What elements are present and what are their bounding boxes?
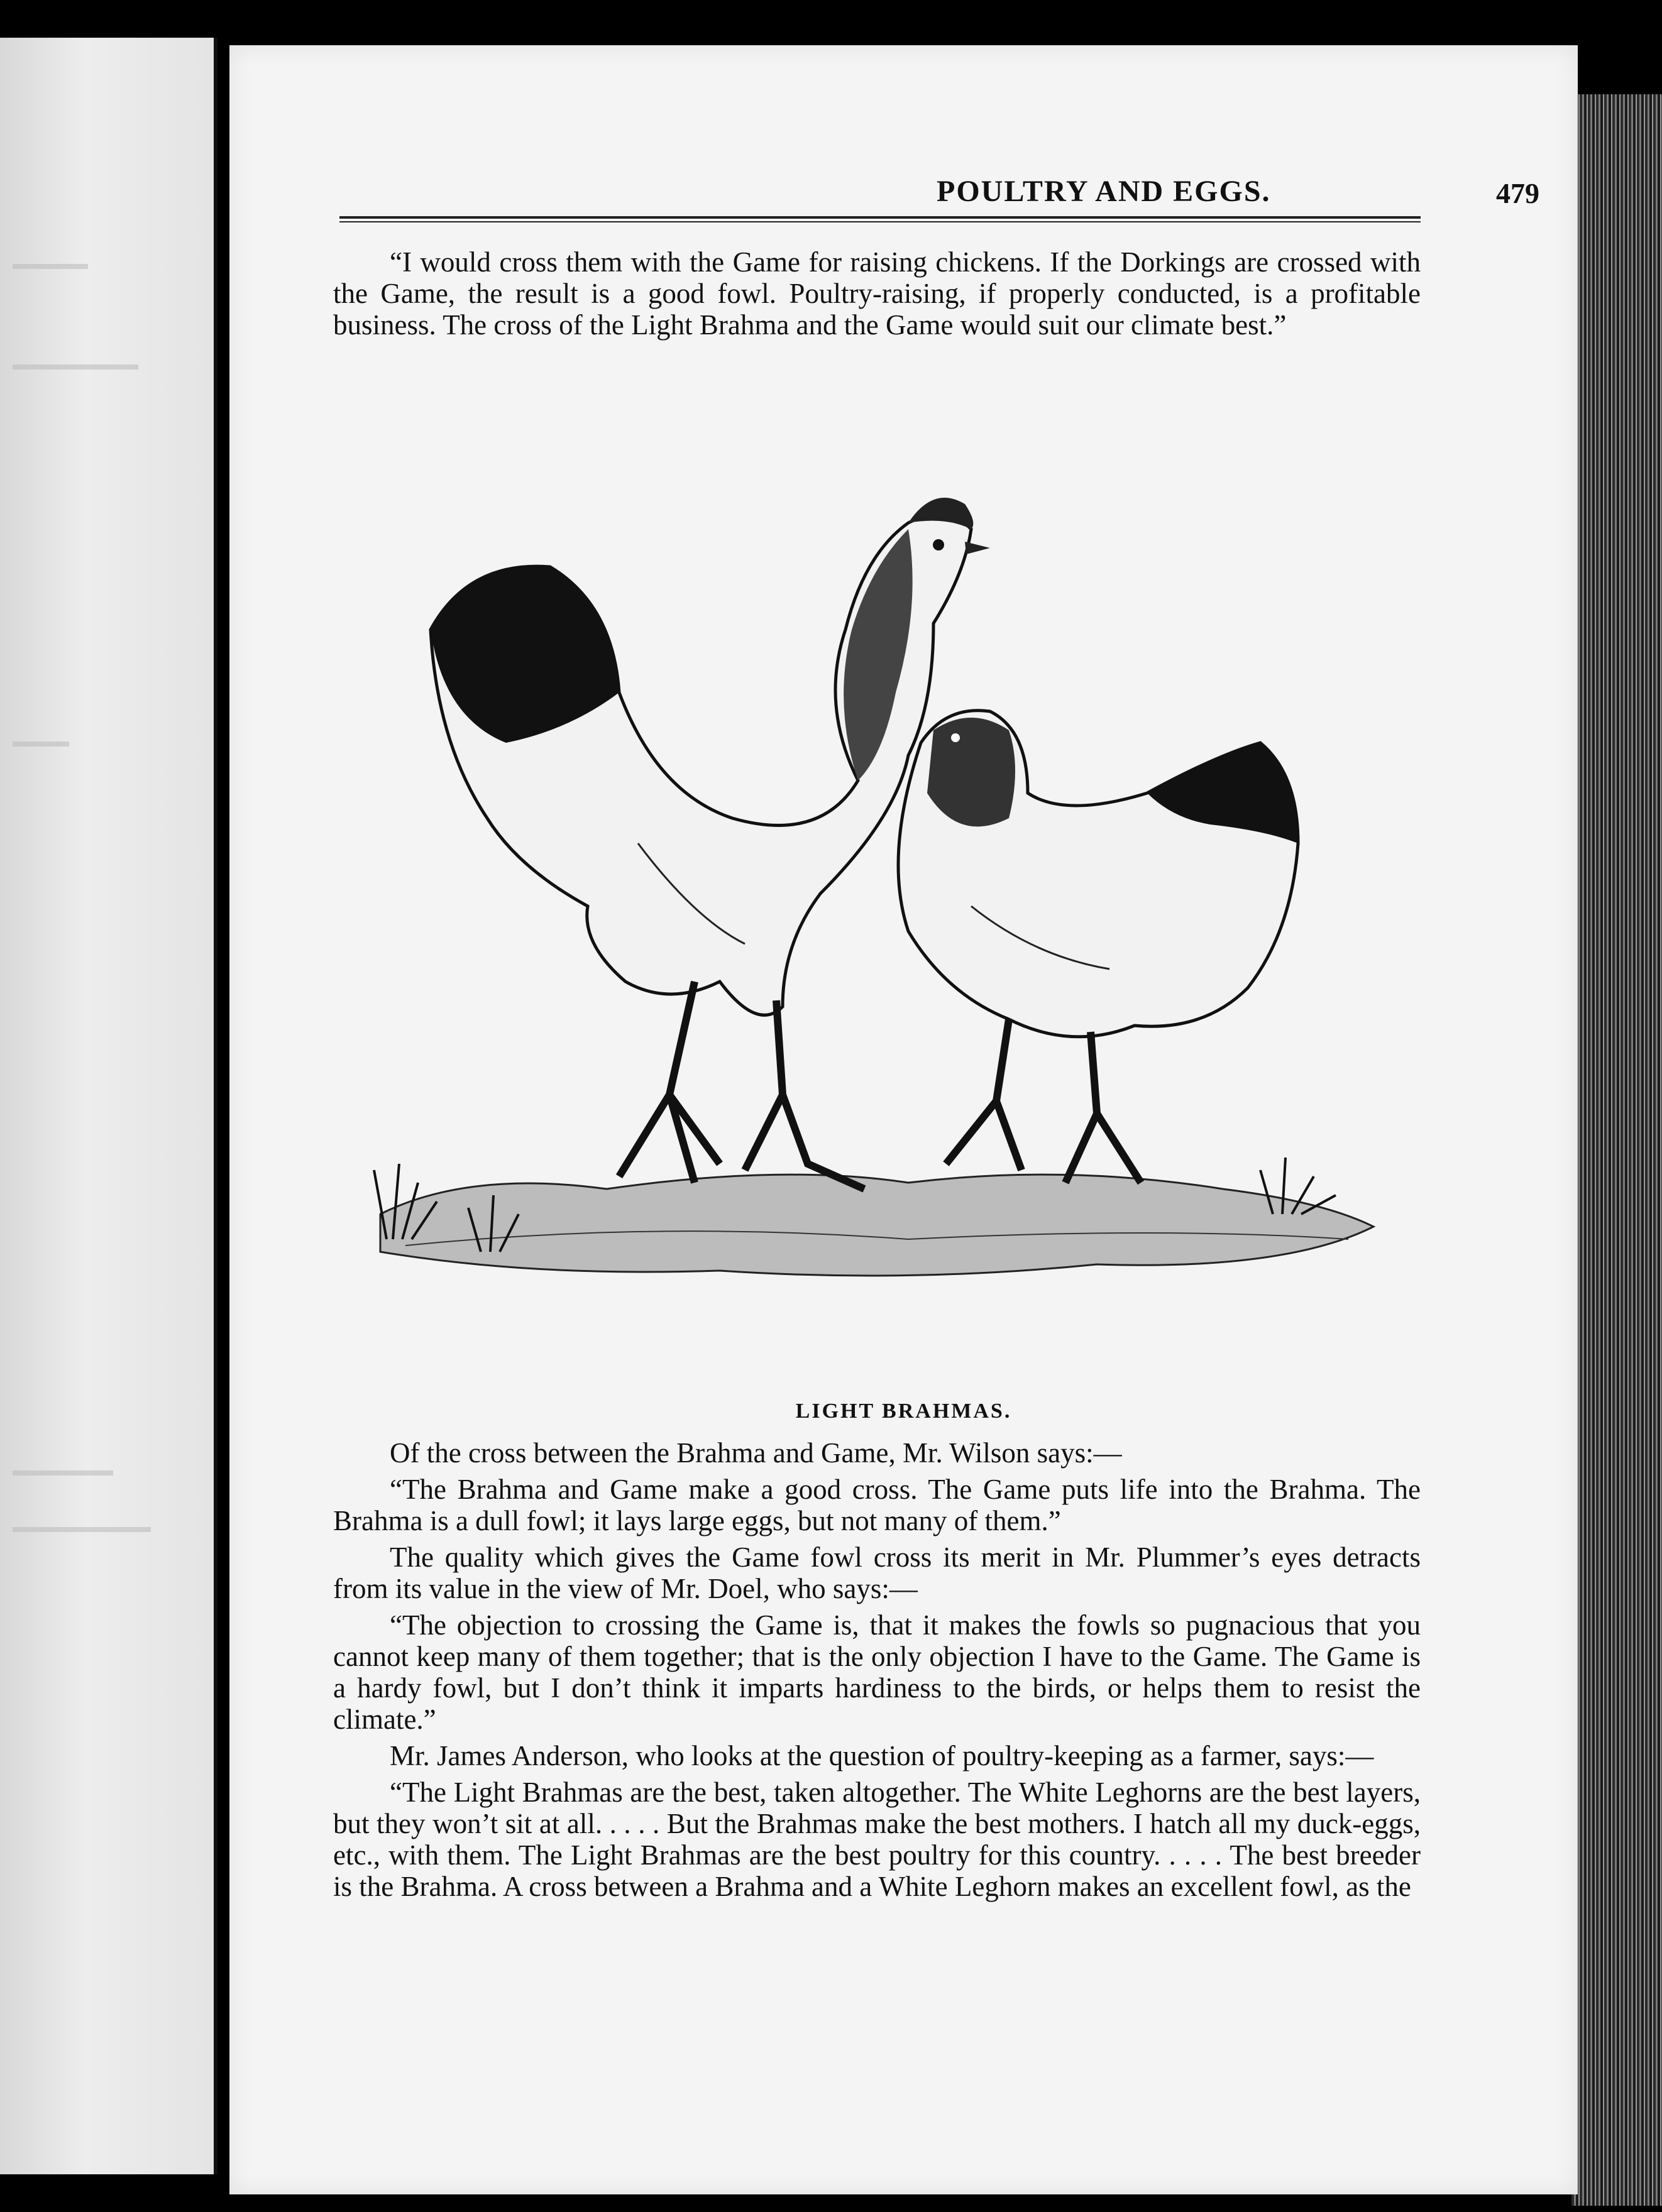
engraving-light-brahmas xyxy=(343,466,1411,1365)
book-page xyxy=(229,45,1578,2194)
paragraph: The quality which gives the Game fowl cross its merit in Mr. Plummer’s eyes detracts from its value in the view of Mr. Doel, who says:— xyxy=(333,1541,1421,1604)
page-number: 479 xyxy=(1496,177,1539,209)
figure-caption: LIGHT BRAHMAS. xyxy=(795,1399,1012,1423)
paragraph: Mr. James Anderson, who looks at the question of poultry-keeping as a farmer, says:— xyxy=(390,1740,1374,1771)
facing-page xyxy=(0,38,217,2174)
facing-page-bleed xyxy=(13,364,138,370)
facing-page-bleed xyxy=(13,1470,113,1476)
paragraph: “The objection to crossing the Game is, that it makes the fowls so pugnacious that you cannot keep many of them together; that is the only objection I have to the Game. The Game is a hardy fowl, but I don’t think it imparts hardiness to the birds, or helps them to resist the climate.” xyxy=(333,1609,1421,1735)
paragraph: “The Brahma and Game make a good cross. The Game puts life into the Brahma. The Brahma is a dull fowl; it lays large eggs, but not many of them.” xyxy=(333,1474,1421,1536)
header-rule xyxy=(339,216,1421,222)
body-text-block xyxy=(333,1437,1421,1907)
hens-illustration xyxy=(343,466,1411,1365)
facing-page-bleed xyxy=(13,742,69,747)
paragraph: “The Light Brahmas are the best, taken altogether. The White Leghorns are the best layers, but they won’t sit at all. . . . . But the Brahmas make the best mothers. I hatch all my duck-eggs, etc., with them. The Light Brahmas are the best poultry for this country. . . . . The best breeder is the Brahma. A cross between a Brahma and a White Leghorn makes an excellent fowl, as the xyxy=(333,1777,1421,1902)
facing-page-bleed xyxy=(13,1527,151,1532)
paragraph: Of the cross between the Brahma and Game, Mr. Wilson says:— xyxy=(390,1437,1122,1469)
facing-page-bleed xyxy=(13,264,88,269)
top-text-block xyxy=(333,246,1421,346)
running-head-title: POULTRY AND EGGS. xyxy=(937,175,1271,208)
running-head xyxy=(339,174,1634,212)
paragraph-quote-top: “I would cross them with the Game for raising chickens. If the Dorkings are crossed with the Game, the result is a good fowl. Poultry-raising, if properly conducted, is a profitable business. The cross of the Light Brahma and the Game would suit our climate best.” xyxy=(333,246,1421,341)
book-page-edges xyxy=(1571,94,1662,2206)
